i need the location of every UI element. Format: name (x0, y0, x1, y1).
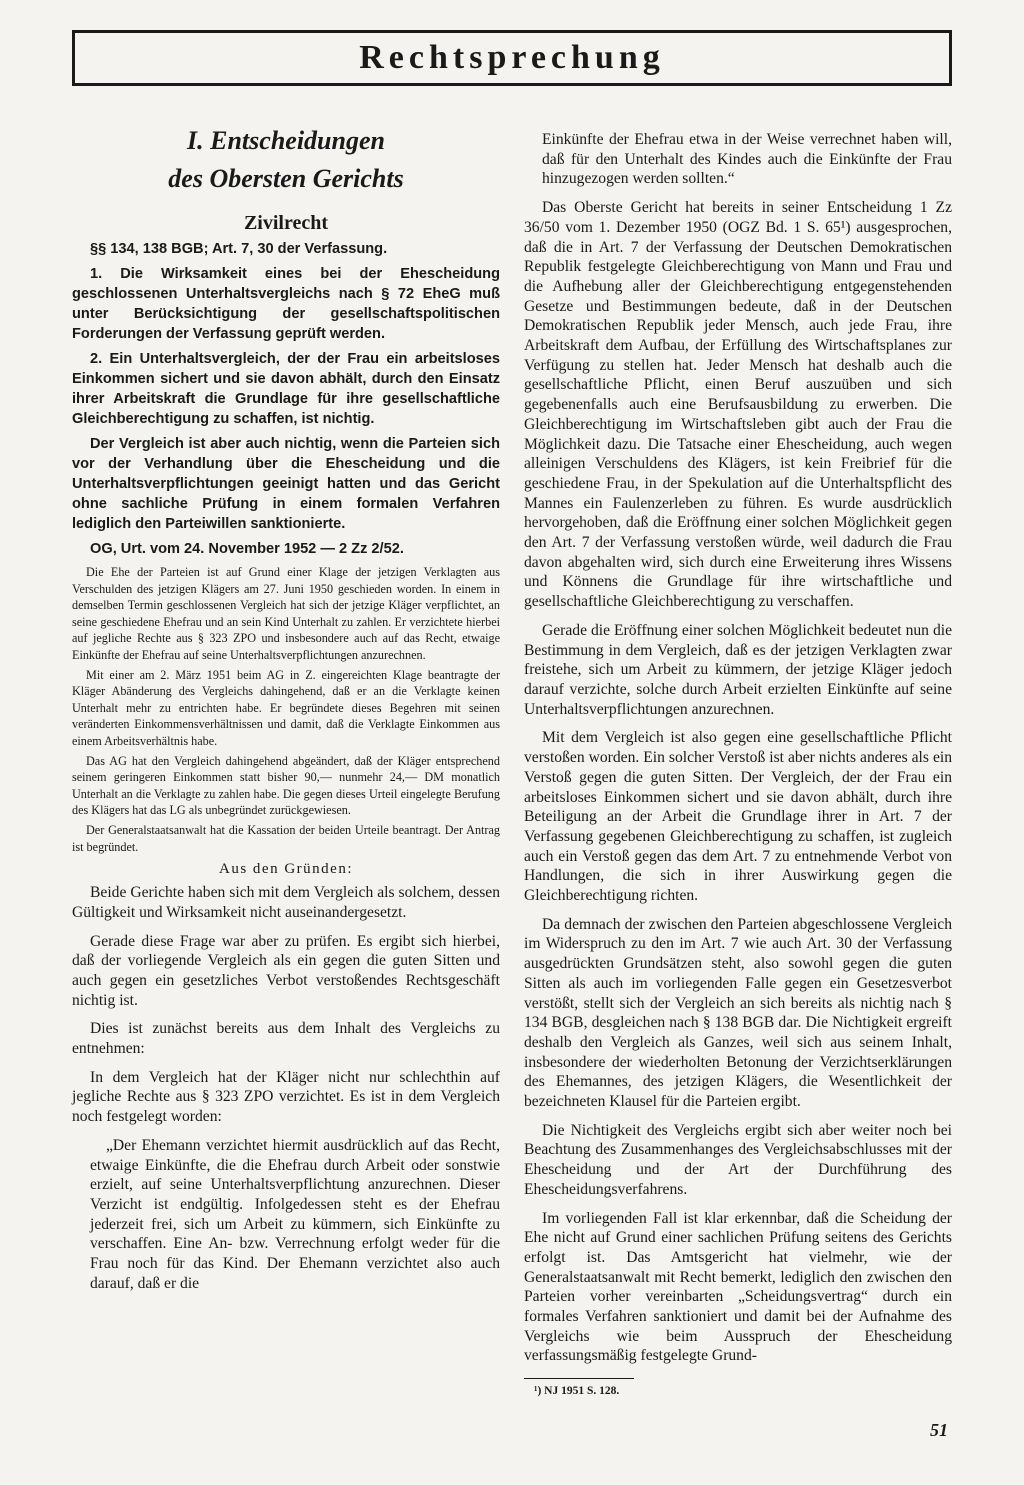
section-title (72, 122, 500, 198)
facts-paragraph-2: Mit einer am 2. März 1951 beim AG in Z. eingereichten Klage beantragte der Kläger Abänderung des Vergleichs dahingehend, daß er an die Verklagte keinen Unterhalt mehr zu entrichten habe. Er begründete dieses Begehren mit seinen veränderten Einkommensverhältnissen und damit, daß die Verklagte Einkommen aus einem Arbeitsverhältnis habe. (72, 667, 500, 748)
statute-reference: §§ 134, 138 BGB; Art. 7, 30 der Verfassung. (90, 241, 388, 257)
reasons-heading: Aus den Gründen: (219, 861, 353, 878)
footnote: ¹) NJ 1951 S. 128. (534, 1385, 620, 1398)
reasons-paragraph-4: In dem Vergleich hat der Kläger nicht nur schlechthin auf jegliche Rechte aus § 323 ZPO verzichtet. Es ist in dem Vergleich noch festgelegt worden: (72, 1068, 500, 1126)
settlement-quote-end: Einkünfte der Ehefrau etwa in der Weise verrechnet haben will, daß für den Unterhalt des Kindes auch die Einkünfte der Frau hinzugezogen werden sollten.“ (542, 131, 952, 188)
right-column (524, 130, 952, 1397)
facts-paragraph-4: Der Generalstaatsanwalt hat die Kassation der beiden Urteile beantragt. Der Antrag ist begründet. (72, 822, 500, 854)
page-title: Rechtsprechung (359, 39, 665, 76)
citation: OG, Urt. vom 24. November 1952 — 2 Zz 2/52. (90, 541, 404, 557)
reasons-paragraph-5: Das Oberste Gericht hat bereits in seiner Entscheidung 1 Zz 36/50 vom 1. Dezember 1950 (OGZ Bd. 1 S. 65¹) ausgesprochen, daß die in Art. 7 der Verfassung der Deutschen Demokratischen Republik festgelegte Gleichberechtigung von Mann und Frau und die Aufhebung aller der Gleichberechtigung entgegenstehenden Gesetze und Bestimmungen bedeute, daß in der Deutschen Demokratischen Republik jeder Mensch, auch jede Frau, ihre Arbeitskraft dem Aufbau, der Erfüllung des Wirtschaftsplanes zur Verfügung zu stellen hat. Jeder Mensch hat deshalb auch die gesellschaftliche Pflicht, einen Beruf auszuüben und sich gegebenenfalls auch eine Berufsausbildung zu erwerben. Die Gleichberechtigung im Wirtschaftsleben gibt auch der Frau die Möglichkeit dazu. Die Tatsache einer Ehescheidung, auch wegen alleinigen Verschuldens des Klägers, ist kein Freibrief für die geschiedene Frau, in der Spekulation auf die Unterhaltspflicht des Mannes ein Faulenzerleben zu führen. Es wurde ausdrücklich hervorgehoben, daß die Eröffnung einer solchen Möglichkeit gegen den Art. 7 der Verfassung verstoßen würde, weil dadurch die Frau davon abgehalten wird, sich durch eine Erweiterung ihres Wissens und Könnens die Grundlage für ihre wirtschaftliche und gesellschaftliche Gleichberechtigung zu verschaffen. (524, 199, 952, 611)
reasons-paragraph-3: Dies ist zunächst bereits aus dem Inhalt des Vergleichs zu entnehmen: (72, 1020, 500, 1058)
facts-paragraph-3: Das AG hat den Vergleich dahingehend abgeändert, daß der Kläger entsprechend seinem geringeren Einkommen statt bisher 90,— nunmehr 24,— DM monatlich Unterhalt an die Verklagte zu zahlen habe. Die gegen dieses Urteil eingelegte Berufung des Klägers hat das LG als unbegründet zurückgewiesen. (72, 753, 500, 818)
page-number: 51 (930, 1420, 948, 1440)
left-column (72, 118, 500, 1293)
subsection-title: Zivilrecht (243, 212, 329, 234)
reasons-paragraph-10: Im vorliegenden Fall ist klar erkennbar, daß die Scheidung der Ehe nicht auf Grund einer sachlichen Prüfung seitens des Gerichts erfolgt ist. Das Amtsgericht hat vielmehr, wie der Generalstaatsanwalt mit Recht bemerkt, lediglich den zwischen den Parteien vorher vereinbarten „Scheidungsvertrag“ durch ein formales Verfahren sanktioniert und damit bei der Aufnahme des Vergleichs wie beim Ausspruch der Ehescheidung verfassungsmäßig festgelegte Grund- (524, 1209, 952, 1365)
reasons-paragraph-2: Gerade diese Frage war aber zu prüfen. Es ergibt sich hierbei, daß der vorliegende Vergleich als ein gegen die guten Sitten und auch gegen ein gesetzliches Verbot verstoßendes Rechtsgeschäft nichtig ist. (72, 932, 500, 1009)
reasons-paragraph-1: Beide Gerichte haben sich mit dem Vergleich als solchem, dessen Gültigkeit und Wirksamkeit nicht auseinandergesetzt. (72, 884, 500, 921)
section-title-line1: I. Entscheidungen (187, 126, 385, 155)
footnote-divider (524, 1378, 634, 1379)
facts-paragraph-1: Die Ehe der Parteien ist auf Grund einer Klage der jetzigen Verklagten aus Verschulden des jetzigen Klägers am 27. Juni 1950 geschieden worden. In einem in demselben Termin geschlossenen Vergleich hat sich der jetzige Kläger verpflichtet, an seine geschiedene Ehefrau und an sein Kind Unterhalt zu zahlen. Er verzichtete hierbei auf jegliche Rechte aus § 323 ZPO und insbesondere auch auf das Recht, etwaige Einkünfte der Ehefrau auf seine Unterhaltsverpflichtungen anzurechnen. (72, 565, 500, 662)
header-box (72, 30, 952, 86)
headnote-1: 1. Die Wirksamkeit eines bei der Ehescheidung geschlossenen Unterhaltsvergleichs nach § 72 EheG muß unter Berücksichtigung der gesellschaftspolitischen Forderungen der Verfassung geprüft werden. (72, 266, 500, 342)
section-title-line2: des Obersten Gerichts (168, 164, 404, 193)
headnote-2: 2. Ein Unterhaltsvergleich, der der Frau ein arbeitsloses Einkommen sichert und sie davon abhält, durch den Einsatz ihrer Arbeitskraft die Grundlage für ihre gesellschaftliche Gleichberechtigung zu schaffen, ist nichtig. (72, 351, 500, 427)
headnote-3: Der Vergleich ist aber auch nichtig, wenn die Parteien sich vor der Verhandlung über die Ehescheidung und die Unterhaltsverpflichtungen geeinigt hatten und das Gericht ohne sachliche Prüfung in einem formalen Verfahren lediglich den Parteiwillen sanktionierte. (72, 436, 500, 532)
reasons-paragraph-7: Mit dem Vergleich ist also gegen eine gesellschaftliche Pflicht verstoßen worden. Ein solcher Verstoß ist aber nichts anderes als ein Verstoß gegen die guten Sitten. Der Vergleich, der der Frau ein arbeitsloses Einkommen sichert und sie davon abhält, durch ihre Beteiligung an der Arbeit die Grundlage ihrer in Art. 7 der Verfassung gegebenen Gleichberechtigung zu schaffen, ist zugleich auch ein Verstoß gegen das dem Art. 7 zu entnehmende Verbot von Handlungen, die sich in ihrer Auswirkung gegen die Gleichberechtigung richten. (524, 729, 952, 905)
settlement-quote: „Der Ehemann verzichtet hiermit ausdrücklich auf das Recht, etwaige Einkünfte, die die Ehefrau durch Arbeit oder sonstwie erzielt, auf seine Unterhaltsverpflichtung anzurechnen. Dieser Verzicht ist endgültig. Infolgedessen steht es der Ehefrau jederzeit frei, sich um Arbeit zu kümmern, sich Einkünfte zu verschaffen. Eine An- bzw. Verrechnung erfolgt weder für die Frau noch für das Kind. Der Ehemann verzichtet also auch darauf, daß er die (90, 1136, 500, 1292)
reasons-paragraph-6: Gerade die Eröffnung einer solchen Möglichkeit bedeutet nun die Bestimmung in dem Vergleich, daß es der jetzigen Verklagten zwar freistehe, sich um Arbeit zu kümmern, der jetzige Kläger jedoch darauf verzichte, solche durch Arbeit erzielten Einkünfte auf seine Unterhaltsverpflichtungen anzurechnen. (524, 621, 952, 718)
reasons-paragraph-9: Die Nichtigkeit des Vergleichs ergibt sich aber weiter noch bei Beachtung des Zusammenhanges des Vergleichsabschlusses mit der Ehescheidung und der Art der Durchführung des Ehescheidungsverfahrens. (524, 1121, 952, 1198)
reasons-paragraph-8: Da demnach der zwischen den Parteien abgeschlossene Vergleich im Widerspruch zu den im Art. 7 wie auch Art. 30 der Verfassung ausgedrückten Grundsätzen steht, also sowohl gegen die guten Sitten als auch im vorliegenden Falle gegen ein Gesetzesverbot verstößt, stellt sich der Vergleich an sich bereits als nichtig nach § 134 BGB, desgleichen nach § 138 BGB dar. Die Nichtigkeit ergreift deshalb den Vergleich als Ganzes, weil sich aus seinem Inhalt, insbesondere der wiederholten Betonung der Verzichtserklärungen des Ehemannes, des jetzigen Klägers, die Wesentlichkeit der bezeichneten Klausel für die Parteien ergibt. (524, 915, 952, 1111)
